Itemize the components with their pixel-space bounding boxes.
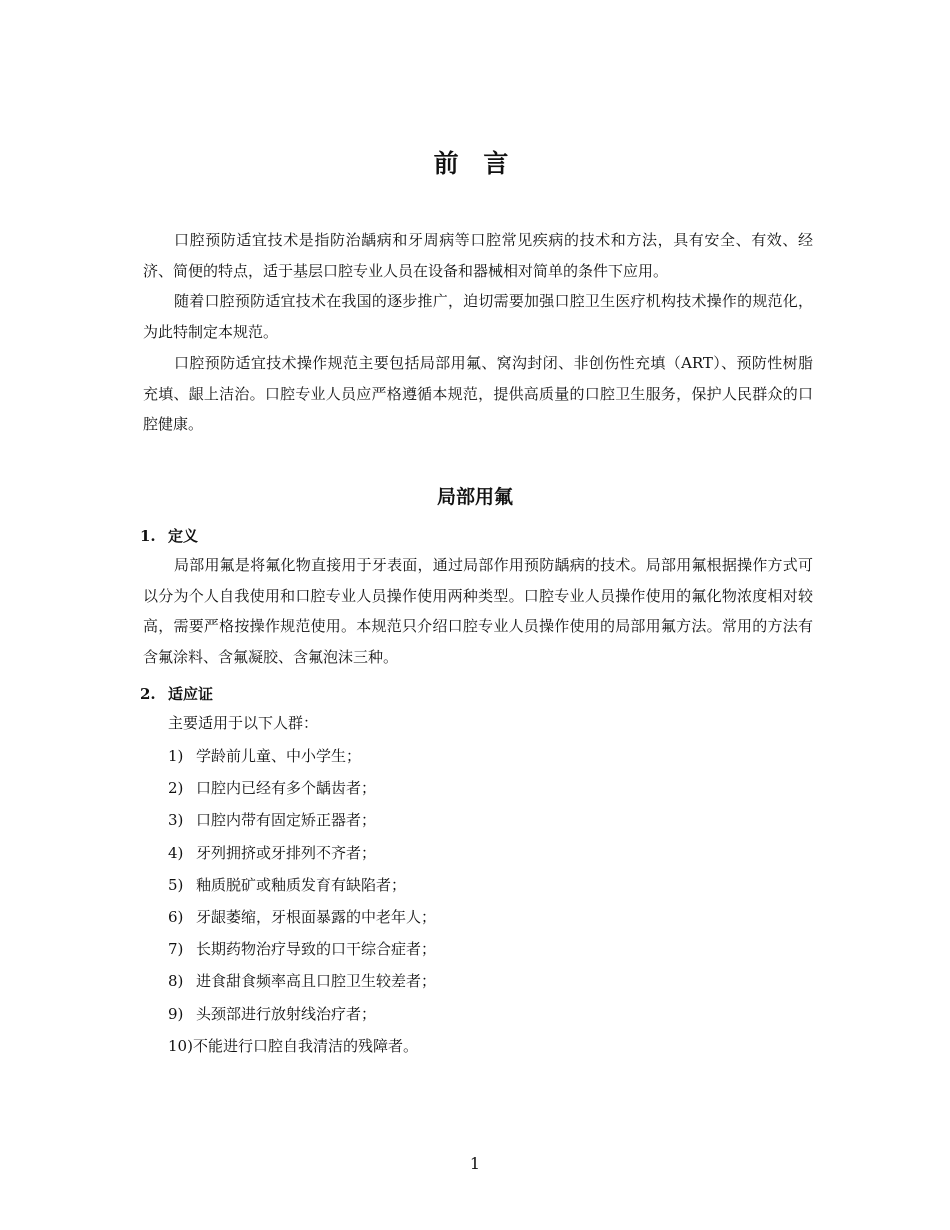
preface-title: 前 言: [433, 149, 517, 178]
list-item-marker: 2): [168, 779, 184, 798]
list-item: [168, 902, 436, 934]
list-item-text: 牙列拥挤或牙排列不齐者；: [196, 843, 377, 862]
list-item: [168, 1031, 436, 1063]
indications-list: [168, 741, 436, 1063]
list-item: [168, 999, 436, 1031]
list-item-marker: 8): [168, 972, 184, 991]
definition-heading-text: 定义: [168, 527, 199, 545]
page-number: 1: [469, 1154, 481, 1173]
list-item-marker: 3): [168, 811, 184, 830]
list-item-marker: 4): [168, 843, 184, 862]
preface-paragraph-1: 口腔预防适宜技术是指防治龋病和牙周病等口腔常见疾病的技术和方法，具有安全、有效、经济、简便的特点，适于基层口腔专业人员在设备和器械相对简单的条件下应用。: [143, 231, 813, 280]
indications-heading-number: 2.: [140, 685, 156, 703]
list-item-text: 口腔内带有固定矫正器者；: [196, 811, 377, 830]
list-item-text: 长期药物治疗导致的口干综合症者；: [196, 940, 437, 959]
list-item: [168, 838, 436, 870]
list-item-text: 不能进行口腔自我清洁的残障者。: [192, 1036, 418, 1055]
section-title: 局部用氟: [436, 486, 513, 508]
list-item-marker: 6): [168, 907, 184, 926]
list-item-marker: 9): [168, 1004, 184, 1023]
list-item-marker: 5): [168, 875, 184, 894]
preface-paragraph-3: 口腔预防适宜技术操作规范主要包括局部用氟、窝沟封闭、非创伤性充填（ART）、预防性树脂充填、龈上洁治。口腔专业人员应严格遵循本规范，提供高质量的口腔卫生服务，保护人民群众的口腔健康。: [143, 354, 813, 433]
list-item-marker: 10): [168, 1036, 193, 1055]
list-item: [168, 870, 436, 902]
list-item: [168, 741, 436, 773]
list-item: [168, 934, 436, 966]
list-item: [168, 773, 436, 805]
definition-heading: [140, 521, 198, 551]
list-item-text: 牙龈萎缩，牙根面暴露的中老年人；: [196, 907, 437, 926]
definition-heading-number: 1.: [140, 527, 156, 545]
indications-heading-text: 适应证: [168, 685, 214, 703]
indications-lead: 主要适用于以下人群：: [168, 714, 319, 732]
list-item-text: 头颈部进行放射线治疗者；: [196, 1004, 377, 1023]
list-item-text: 釉质脱矿或釉质发育有缺陷者；: [196, 875, 407, 894]
list-item: [168, 805, 436, 837]
list-item-text: 学龄前儿童、中小学生；: [196, 747, 362, 765]
definition-paragraph: 局部用氟是将氟化物直接用于牙表面，通过局部作用预防龋病的技术。局部用氟根据操作方式可以分为个人自我使用和口腔专业人员操作使用两种类型。口腔专业人员操作使用的氟化物浓度相对较高，需要严格按操作规范使用。本规范只介绍口腔专业人员操作使用的局部用氟方法。常用的方法有含氟涂料、含氟凝胶、含氟泡沫三种。: [143, 556, 813, 666]
list-item-marker: 1): [168, 747, 184, 765]
list-item-text: 进食甜食频率高且口腔卫生较差者；: [196, 972, 437, 991]
indications-heading: [140, 679, 213, 709]
preface-paragraph-2: 随着口腔预防适宜技术在我国的逐步推广，迫切需要加强口腔卫生医疗机构技术操作的规范化，为此特制定本规范。: [143, 292, 813, 341]
list-item: [168, 966, 436, 998]
list-item-text: 口腔内已经有多个龋齿者；: [196, 779, 377, 798]
list-item-marker: 7): [168, 940, 184, 959]
